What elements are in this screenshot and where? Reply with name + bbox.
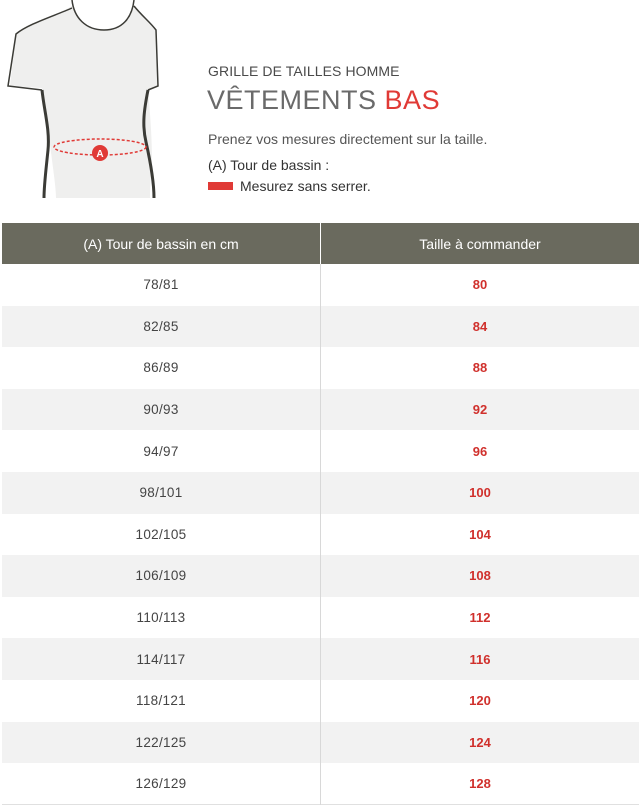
order-size-cell: 128 xyxy=(321,763,640,805)
marker-letter: A xyxy=(96,149,104,160)
waist-range-cell: 94/97 xyxy=(2,430,321,472)
order-size-cell: 88 xyxy=(321,347,640,389)
waist-range-cell: 110/113 xyxy=(2,597,321,639)
table-row xyxy=(2,306,639,348)
title-main: VÊTEMENTS xyxy=(207,85,377,115)
page-title xyxy=(207,84,440,116)
size-table xyxy=(2,223,639,805)
waist-range-cell: 126/129 xyxy=(2,763,321,805)
waist-range-cell: 86/89 xyxy=(2,347,321,389)
waist-range-cell: 78/81 xyxy=(2,264,321,306)
table-row xyxy=(2,555,639,597)
page-subtitle: GRILLE DE TAILLES HOMME xyxy=(208,63,400,79)
table-row xyxy=(2,763,639,805)
table-row xyxy=(2,347,639,389)
waist-range-cell: 102/105 xyxy=(2,514,321,556)
order-size-cell: 92 xyxy=(321,389,640,431)
table-row xyxy=(2,514,639,556)
table-row xyxy=(2,472,639,514)
order-size-cell: 100 xyxy=(321,472,640,514)
table-row xyxy=(2,597,639,639)
table-row xyxy=(2,264,639,306)
size-guide-header xyxy=(0,0,640,222)
waist-range-cell: 98/101 xyxy=(2,472,321,514)
order-size-cell: 84 xyxy=(321,306,640,348)
measure-note-text: Mesurez sans serrer. xyxy=(240,178,371,194)
order-size-cell: 116 xyxy=(321,638,640,680)
torso-figure-icon xyxy=(0,0,170,210)
torso-illustration xyxy=(0,0,170,210)
measure-label: (A) Tour de bassin : xyxy=(208,157,330,173)
table-row xyxy=(2,722,639,764)
waist-range-cell: 90/93 xyxy=(2,389,321,431)
waist-range-cell: 106/109 xyxy=(2,555,321,597)
order-size-cell: 124 xyxy=(321,722,640,764)
table-row xyxy=(2,430,639,472)
measure-note xyxy=(208,178,371,194)
table-body xyxy=(2,264,639,805)
waist-range-cell: 114/117 xyxy=(2,638,321,680)
table-row xyxy=(2,389,639,431)
order-size-cell: 108 xyxy=(321,555,640,597)
waist-range-cell: 122/125 xyxy=(2,722,321,764)
waist-range-cell: 82/85 xyxy=(2,306,321,348)
order-size-cell: 96 xyxy=(321,430,640,472)
order-size-cell: 120 xyxy=(321,680,640,722)
order-size-cell: 104 xyxy=(321,514,640,556)
waist-range-cell: 118/121 xyxy=(2,680,321,722)
order-size-cell: 112 xyxy=(321,597,640,639)
measure-instruction: Prenez vos mesures directement sur la taille. xyxy=(208,131,488,147)
order-size-cell: 80 xyxy=(321,264,640,306)
table-row xyxy=(2,680,639,722)
table-header-row xyxy=(2,223,639,264)
table-row xyxy=(2,638,639,680)
column-header-size: Taille à commander xyxy=(321,223,640,264)
title-accent: BAS xyxy=(384,85,441,115)
column-header-range: (A) Tour de bassin en cm xyxy=(2,223,321,264)
legend-swatch xyxy=(208,182,233,190)
